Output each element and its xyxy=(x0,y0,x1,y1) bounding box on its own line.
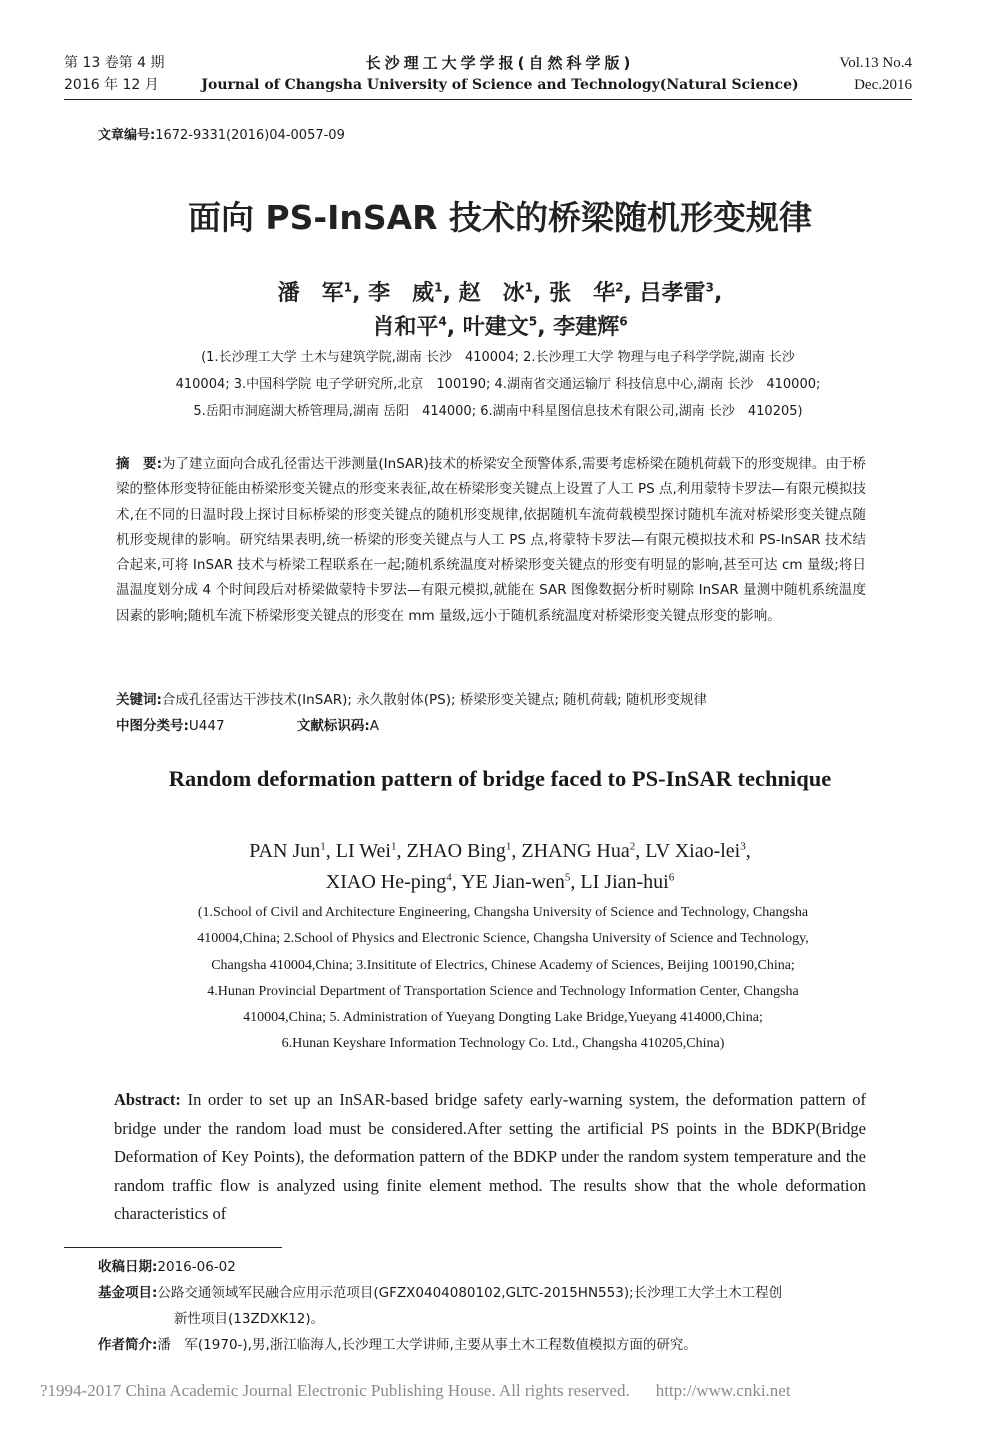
header-volume-en xyxy=(839,52,912,96)
received-date: 收稿日期:2016-06-02 xyxy=(98,1259,236,1275)
abstract-en xyxy=(114,1086,866,1229)
affiliation-en-line: 6.Hunan Keyshare Information Technology Co. Ltd., Changsha 410205,China) xyxy=(281,1036,725,1052)
footnote-rule xyxy=(64,1247,282,1248)
author-en: LV Xiao-lei$^3$, xyxy=(645,840,751,862)
authors-cn-line2 xyxy=(0,310,1000,341)
copyright-watermark xyxy=(40,1381,791,1401)
author-cn: 肖和平$^4$, xyxy=(372,314,456,340)
clc-value: U447 xyxy=(188,718,225,734)
date-en: Dec.2016 xyxy=(854,77,912,93)
authors-en-line2 xyxy=(0,871,1000,894)
author-cn: 赵 冰$^1$, xyxy=(458,280,542,306)
volume-issue-en: Vol.13 No.4 xyxy=(839,55,912,71)
abstract-cn-label: 摘 要: xyxy=(116,456,162,472)
author-en: LI Wei$^1$, xyxy=(335,840,402,862)
authors-cn-line1 xyxy=(0,276,1000,307)
article-number-value: 1672-9331(2016)04-0057-09 xyxy=(155,128,345,143)
abstract-en-text: In order to set up an InSAR-based bridge safety early-warning system, the deformation pattern of bridge under the random load must be considered.After setting the artificial PS points in the BDKP(Bridge Deformation of Key Points), the deformation pattern of the BDKP under the random system temperature and the random traffic flow is analyzed using finite element method. The results show that the whole deformation characteristics of xyxy=(114,1090,866,1223)
affiliations-en xyxy=(108,900,898,1058)
title-cn: 面向 PS-InSAR 技术的桥梁随机形变规律 xyxy=(187,198,813,237)
fund-project-cont: 新性项目(13ZDXK12)。 xyxy=(174,1311,325,1327)
date-cn: 2016 年 12 月 xyxy=(64,77,159,93)
abstract-en-label: Abstract: xyxy=(114,1090,181,1109)
doc-code-value: A xyxy=(369,718,380,734)
author-en: LI Jian-hui$^6$ xyxy=(580,871,675,893)
affiliations-cn xyxy=(98,344,898,425)
author-en: YE Jian-wen$^5$, xyxy=(461,871,576,893)
author-cn: 张 华$^2$, xyxy=(549,280,632,306)
journal-name-en: Journal of Changsha University of Science and Technology(Natural Science) xyxy=(201,77,799,93)
title-en: Random deformation pattern of bridge faced to PS-InSAR technique xyxy=(168,766,832,791)
affiliation-en-line: (1.School of Civil and Architecture Engineering, Changsha University of Science and Technology, Changsha xyxy=(197,905,809,920)
author-en: ZHANG Hua$^2$, xyxy=(521,840,641,862)
author-en: PAN Jun$^1$, xyxy=(249,840,331,862)
affiliation-en-line: 410004,China; 5. Administration of Yueyang Dongting Lake Bridge,Yueyang 414000,China; xyxy=(243,1010,763,1026)
doc-code-label: 文献标识码: xyxy=(296,718,370,734)
author-cn: 潘 军$^1$, xyxy=(277,280,361,306)
author-en: ZHAO Bing$^1$, xyxy=(406,840,517,862)
affiliation-cn-line: (1.长沙理工大学 土木与建筑学院,湖南 长沙 410004; 2.长沙理工大学 物理与电子科学学院,湖南 长沙 xyxy=(201,350,795,365)
author-cn: 李 威$^1$, xyxy=(368,280,451,306)
author-en: XIAO He-ping$^4$, xyxy=(325,871,457,893)
abstract-cn xyxy=(116,452,866,629)
affiliation-cn-line: 5.岳阳市洞庭湖大桥管理局,湖南 岳阳 414000; 6.湖南中科星图信息技术有限公司,湖南 长沙 410205) xyxy=(193,404,803,419)
footnotes xyxy=(98,1254,918,1358)
header-rule xyxy=(64,99,912,100)
keywords-cn-text: 合成孔径雷达干涉技术(InSAR); 永久散射体(PS); 桥梁形变关键点; 随机荷载; 随机形变规律 xyxy=(161,692,708,708)
author-cn: 叶建文$^5$, xyxy=(462,314,546,340)
clc-label: 中图分类号: xyxy=(116,718,189,734)
abstract-cn-text: 为了建立面向合成孔径雷达干涉测量(InSAR)技术的桥梁安全预警体系,需要考虑桥梁在随机荷载下的形变规律。由于桥梁的整体形变特征能由桥梁形变关键点的形变来表征,故在桥梁形变关键点上设置了人工 PS 点,利用蒙特卡罗法—有限元模拟技术,在不同的日温时段上探讨目标桥梁的形变关键点的随机形变规律,依据随机车流荷载模型探讨随机车流对桥梁形变关键点随机形变规律的影响。研究结果表明,统一桥梁的形变关键点与人工 PS 点,将蒙特卡罗法—有限元模拟技术和 PS-InSAR 技术结合起来,可将 InSAR 技术与桥梁工程联系在一起;随机系统温度对桥梁形变关键点的形变有明显的影响,甚至可达 cm 量级;将日温温度划分成 4 个时间段后对桥梁做蒙特卡罗法—有限元模拟,就能在 SAR 图像数据分析时剔除 InSAR 量测中随机系统温度因素的影响;随机车流下桥梁形变关键点的形变在 mm 量级,远小于随机系统温度对桥梁形变关键点形变的影响。 xyxy=(116,456,867,624)
fund-project: 基金项目:公路交通领域军民融合应用示范项目(GFZX0404080102,GLTC-2015HN553);长沙理工大学土木工程创 xyxy=(98,1285,783,1301)
journal-name-cn: 长沙理工大学学报(自然科学版) xyxy=(365,54,635,72)
volume-issue-cn: 第 13 卷第 4 期 xyxy=(64,55,165,71)
article-number-label: 文章编号: xyxy=(98,128,156,143)
affiliation-en-line: 4.Hunan Provincial Department of Transportation Science and Technology Information Center, Changsha xyxy=(207,983,799,999)
copyright-text: ?1994-2017 China Academic Journal Electronic Publishing House. All rights reserved. xyxy=(40,1381,630,1400)
author-cn: 李建辉$^6$ xyxy=(553,314,628,340)
affiliation-cn-line: 410004; 3.中国科学院 电子学研究所,北京 100190; 4.湖南省交通运输厅 科技信息中心,湖南 长沙 410000; xyxy=(175,377,821,392)
keywords-cn xyxy=(116,688,886,713)
article-number xyxy=(98,124,345,143)
classification xyxy=(116,714,886,739)
affiliation-en-line: Changsha 410004,China; 3.Insititute of Electrics, Chinese Academy of Sciences, Beijing 100190,China; xyxy=(211,957,795,973)
author-cn: 吕孝雷$^3$, xyxy=(639,280,723,306)
authors-en-line1 xyxy=(0,840,1000,863)
author-bio: 作者简介:潘 军(1970-),男,浙江临海人,长沙理工大学讲师,主要从事土木工程数值模拟方面的研究。 xyxy=(98,1337,697,1353)
affiliation-en-line: 410004,China; 2.School of Physics and Electronic Science, Changsha University of Science and Technology, xyxy=(197,931,809,947)
keywords-cn-label: 关键词: xyxy=(116,692,162,708)
cnki-link[interactable]: http://www.cnki.net xyxy=(655,1381,791,1400)
